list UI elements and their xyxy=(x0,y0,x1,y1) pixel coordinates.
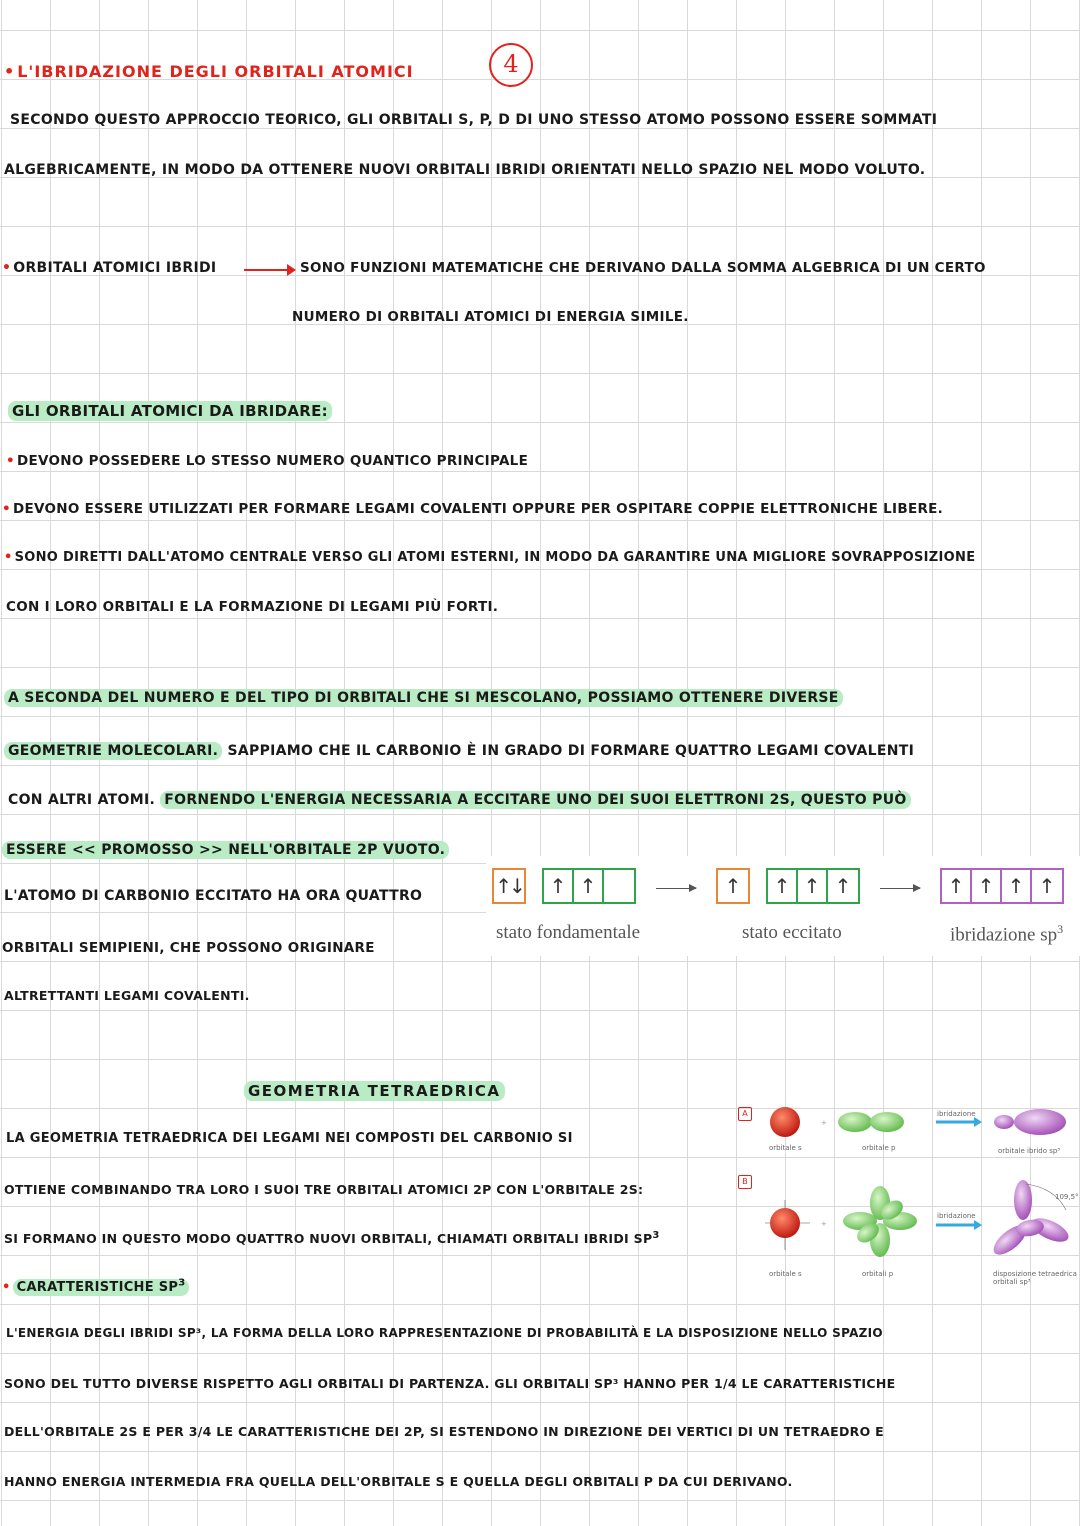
sp3-line-2: SONO DEL TUTTO DIVERSE RISPETTO AGLI ORBITALI DI PARTENZA. GLI ORBITALI SP³ HANNO PER 1/4 LE CARATTERISTICHE xyxy=(4,1376,896,1391)
hybrid-orbital-illustration xyxy=(730,1100,1080,1290)
sp3-small-lobe-icon xyxy=(994,1115,1014,1129)
ground-p-cell-1: ↑ xyxy=(544,870,574,902)
arrow-icon xyxy=(656,888,696,889)
plus-sign: + xyxy=(821,1119,827,1127)
rules-heading-text: GLI ORBITALI ATOMICI DA IBRIDARE: xyxy=(8,401,332,421)
arrow-icon xyxy=(880,888,920,889)
para2-line-3 xyxy=(8,792,911,808)
sp3-heading xyxy=(2,1278,189,1295)
para2-line-2b: SAPPIAMO CHE IL CARBONIO È IN GRADO DI FORMARE QUATTRO LEGAMI COVALENTI xyxy=(227,743,915,759)
label-orbitale-s-b: orbitale s xyxy=(769,1270,802,1278)
definition-line-2: NUMERO DI ORBITALI ATOMICI DI ENERGIA SIMILE. xyxy=(292,309,689,325)
badge-a: A xyxy=(738,1107,752,1121)
sp3-heading-label: CARATTERISTICHE SP xyxy=(16,1280,179,1296)
para2-line-4 xyxy=(2,842,449,858)
label-ibridazione-b: ibridazione xyxy=(937,1212,976,1220)
excited-p-box xyxy=(766,868,860,904)
hybrid-cell-1: ↑ xyxy=(942,870,972,902)
sp3-heading-sup: 3 xyxy=(178,1278,186,1289)
sp3-large-lobe-icon xyxy=(1014,1109,1066,1135)
para2-highlight-4: ESSERE << PROMOSSO >> NELL'ORBITALE 2P VUOTO. xyxy=(2,841,449,859)
hybrid-caption xyxy=(950,922,1063,946)
excited-p-cell-1: ↑ xyxy=(768,870,798,902)
badge-b: B xyxy=(738,1175,752,1189)
rule-3: • SONO DIRETTI DALL'ATOMO CENTRALE VERSO GLI ATOMI ESTERNI, IN MODO DA GARANTIRE UNA MIGLIORE SOVRAPPOSIZIONE xyxy=(4,550,975,565)
p-orbital-lobe-right-icon xyxy=(870,1112,904,1132)
p-orbital-lobe-left-icon xyxy=(838,1112,872,1132)
ground-caption: stato fondamentale xyxy=(496,922,641,943)
rule-3-cont: CON I LORO ORBITALI E LA FORMAZIONE DI LEGAMI PIÙ FORTI. xyxy=(6,599,499,615)
label-orbitale-s-a: orbitale s xyxy=(769,1144,802,1152)
hybrid-sp3-box xyxy=(940,868,1064,904)
intro-line-2: ALGEBRICAMENTE, IN MODO DA OTTENERE NUOVI ORBITALI IBRIDI ORIENTATI NELLO SPAZIO NEL MODO VOLUTO. xyxy=(4,162,926,178)
rule-2: • DEVONO ESSERE UTILIZZATI PER FORMARE LEGAMI COVALENTI OPPURE PER OSPITARE COPPIE ELETTRONICHE LIBERE. xyxy=(2,501,943,517)
sp3-line-3: DELL'ORBITALE 2S E PER 3/4 LE CARATTERISTICHE DEI 2P, SI ESTENDONO IN DIREZIONE DEI VERTICI DI UN TETRAEDRO E xyxy=(4,1424,884,1439)
para2-line-1 xyxy=(4,690,843,706)
hybrid-caption-text: ibridazione sp xyxy=(950,924,1058,946)
ground-p-cell-3 xyxy=(604,870,634,902)
para2-line-2 xyxy=(4,743,914,759)
orbital-box-diagram xyxy=(486,856,1080,956)
rule-1: • DEVONO POSSEDERE LO STESSO NUMERO QUANTICO PRINCIPALE xyxy=(6,453,528,469)
sp3-line-1: L'ENERGIA DEGLI IBRIDI SP³, LA FORMA DELLA LORO RAPPRESENTAZIONE DI PROBABILITÀ E LA DISPOSIZIONE NELLO SPAZIO xyxy=(6,1326,883,1340)
intro-line-1: SECONDO QUESTO APPROCCIO TEORICO, GLI ORBITALI S, P, D DI UNO STESSO ATOMO POSSONO ESSERE SOMMATI xyxy=(10,112,938,128)
tetra-heading-text: GEOMETRIA TETRAEDRICA xyxy=(244,1081,505,1101)
label-disposizione-b: disposizione tetraedrica xyxy=(993,1270,1077,1278)
label-angle: 109,5° xyxy=(1055,1193,1079,1201)
excited-s-box xyxy=(716,868,750,904)
para2-line-7: ALTRETTANTI LEGAMI COVALENTI. xyxy=(4,988,250,1003)
plus-sign: + xyxy=(821,1220,827,1228)
para2-highlight-3: FORNENDO L'ENERGIA NECESSARIA A ECCITARE UNO DEI SUOI ELETTRONI 2S, QUESTO PUÒ xyxy=(160,791,910,809)
excited-s-cell: ↑ xyxy=(724,874,742,898)
definition-arrow-icon xyxy=(244,269,294,271)
ground-s-box xyxy=(492,868,526,904)
label-ibrido-sp3-a: orbitale ibrido sp³ xyxy=(998,1147,1061,1155)
label-orbitali-sp3-b: orbitali sp³ xyxy=(993,1278,1031,1286)
tetra-line-1: LA GEOMETRIA TETRAEDRICA DEI LEGAMI NEI COMPOSTI DEL CARBONIO SI xyxy=(6,1131,573,1146)
ground-p-cell-2: ↑ xyxy=(574,870,604,902)
s-orbital-sphere-icon xyxy=(770,1107,800,1137)
blue-arrowhead xyxy=(974,1117,982,1127)
hybrid-cell-3: ↑ xyxy=(1002,870,1032,902)
tetra-line-3-text: SI FORMANO IN QUESTO MODO QUATTRO NUOVI ORBITALI, CHIAMATI ORBITALI IBRIDI SP xyxy=(4,1231,653,1247)
sp3-line-4: HANNO ENERGIA INTERMEDIA FRA QUELLA DELL'ORBITALE S E QUELLA DEGLI ORBITALI P DA CUI DERIVANO. xyxy=(4,1474,793,1489)
label-ibridazione-a: ibridazione xyxy=(937,1110,976,1118)
para2-line-3a: CON ALTRI ATOMI. xyxy=(8,792,156,808)
para2-highlight-1: A SECONDA DEL NUMERO E DEL TIPO DI ORBITALI CHE SI MESCOLANO, POSSIAMO OTTENERE DIVERSE xyxy=(4,689,843,707)
blue-arrowhead xyxy=(974,1220,982,1230)
tetra-sup: 3 xyxy=(652,1230,660,1241)
hybrid-caption-sup: 3 xyxy=(1057,922,1064,936)
para2-line-5: L'ATOMO DI CARBONIO ECCITATO HA ORA QUATTRO xyxy=(4,888,423,904)
para2-line-6: ORBITALI SEMIPIENI, CHE POSSONO ORIGINARE xyxy=(2,940,375,956)
ground-s-cell: ↑↓ xyxy=(495,874,523,898)
page-number: 4 xyxy=(489,43,533,87)
label-orbitali-p-b: orbitali p xyxy=(862,1270,894,1278)
para2-highlight-2: GEOMETRIE MOLECOLARI. xyxy=(4,742,222,760)
tetra-line-2: OTTIENE COMBINANDO TRA LORO I SUOI TRE ORBITALI ATOMICI 2P CON L'ORBITALE 2S: xyxy=(4,1182,644,1197)
hybrid-cell-4: ↑ xyxy=(1038,874,1056,898)
excited-caption: stato eccitato xyxy=(742,922,842,943)
page-title: • L'IBRIDAZIONE DEGLI ORBITALI ATOMICI xyxy=(4,62,414,81)
sp3-lobe-icon xyxy=(1014,1180,1032,1220)
tetra-heading xyxy=(244,1082,505,1100)
hybrid-cell-2: ↑ xyxy=(972,870,1002,902)
excited-p-cell-2: ↑ xyxy=(798,870,828,902)
definition-line-1: SONO FUNZIONI MATEMATICHE CHE DERIVANO DALLA SOMMA ALGEBRICA DI UN CERTO xyxy=(300,260,986,276)
excited-p-cell-3: ↑ xyxy=(834,874,852,898)
definition-term: • ORBITALI ATOMICI IBRIDI xyxy=(2,260,216,276)
rules-heading xyxy=(8,402,332,420)
ground-p-box xyxy=(542,868,636,904)
sp3-heading-text xyxy=(13,1279,190,1296)
s-orbital-sphere-icon xyxy=(770,1208,800,1238)
label-orbitale-p-a: orbitale p xyxy=(862,1144,896,1152)
tetra-line-3 xyxy=(4,1230,660,1246)
